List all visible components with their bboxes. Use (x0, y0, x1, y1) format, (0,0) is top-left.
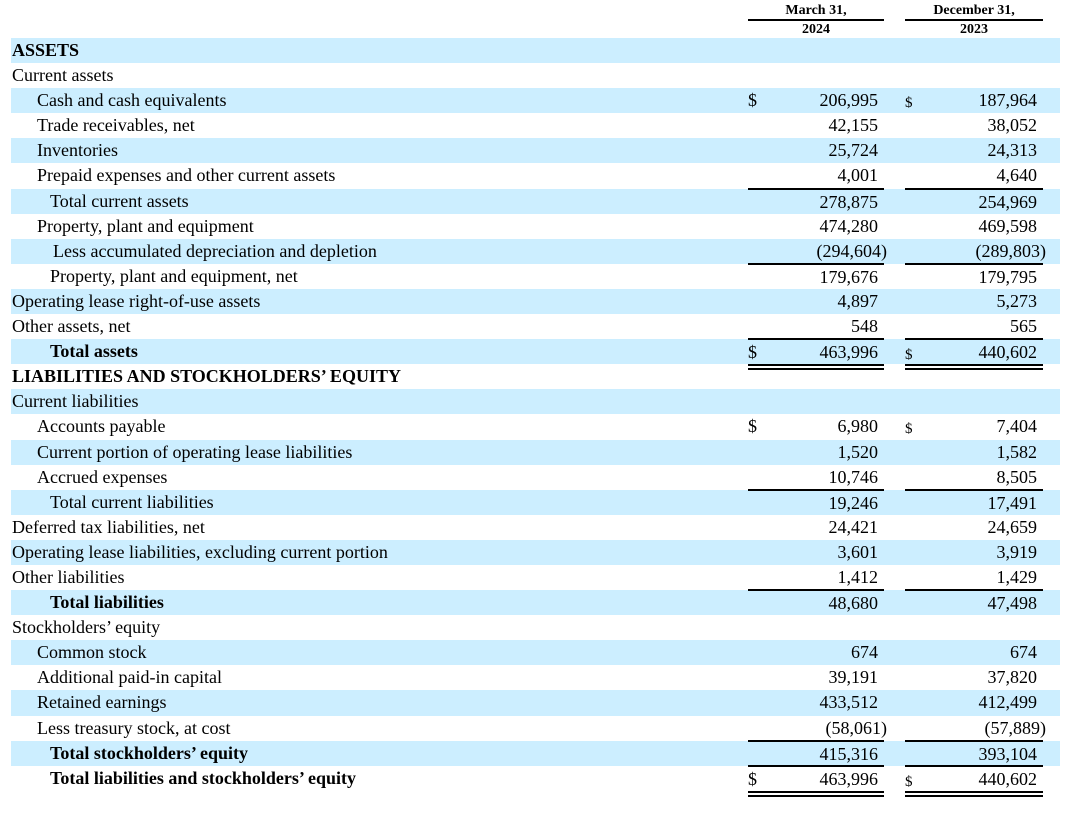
row-label: Additional paid-in capital (37, 667, 222, 688)
row-label: Accounts payable (37, 416, 166, 437)
table-row (11, 38, 1060, 63)
table-row (11, 590, 1060, 615)
table-row (11, 138, 1060, 163)
amount: 412,499 (978, 692, 1037, 713)
amount: 565 (1010, 316, 1037, 337)
row-label: ASSETS (12, 40, 80, 60)
amount: 415,316 (819, 743, 878, 764)
amount: 674 (1010, 642, 1037, 663)
amount: 440,602 (978, 768, 1037, 789)
column-header-march-2024 (748, 2, 884, 40)
table-row (11, 640, 1060, 665)
value-cell-2023 (905, 716, 1046, 741)
table-row (11, 339, 1060, 364)
amount: 278,875 (819, 191, 878, 212)
amount: 463,996 (819, 768, 878, 789)
row-label: LIABILITIES AND STOCKHOLDERS’ EQUITY (12, 366, 401, 387)
column-header-line1: March 31, (748, 2, 884, 21)
row-label: Less treasury stock, at cost (37, 717, 231, 738)
value-cell-2023 (905, 640, 1043, 665)
value-cell-2024 (748, 138, 884, 163)
row-label: Common stock (37, 642, 147, 663)
table-row (11, 615, 1060, 640)
amount: 17,491 (987, 492, 1037, 513)
row-label: Inventories (37, 140, 118, 161)
amount: 393,104 (978, 743, 1037, 764)
amount: 469,598 (978, 215, 1037, 236)
value-cell-2023 (905, 113, 1043, 138)
amount: 24,313 (987, 140, 1037, 161)
row-label: Total assets (50, 341, 138, 362)
amount: 1,520 (837, 441, 878, 462)
value-cell-2023 (905, 239, 1046, 264)
value-cell-2024 (748, 515, 884, 540)
row-label: Operating lease right-of-use assets (12, 290, 261, 311)
row-label: Prepaid expenses and other current assets (37, 165, 336, 186)
row-label: Current assets (12, 65, 114, 86)
table-row (11, 414, 1060, 439)
amount: 37,820 (987, 667, 1037, 688)
table-row (11, 690, 1060, 715)
value-cell-2023 (905, 665, 1043, 690)
amount: 1,429 (996, 566, 1037, 587)
value-cell-2023 (905, 88, 1043, 113)
value-cell-2023 (905, 515, 1043, 540)
row-label: Property, plant and equipment, net (50, 265, 298, 286)
table-row (11, 289, 1060, 314)
amount: 206,995 (819, 90, 878, 111)
value-cell-2023 (905, 414, 1043, 439)
value-cell-2024 (748, 414, 884, 439)
value-cell-2024 (748, 338, 884, 365)
value-cell-2024 (748, 239, 887, 264)
row-label: Total liabilities (50, 592, 164, 613)
table-row (11, 113, 1060, 138)
amount: 3,919 (996, 541, 1037, 562)
row-label: Trade receivables, net (37, 115, 195, 136)
amount: (289,803) (975, 240, 1046, 261)
value-cell-2024 (748, 263, 884, 290)
value-cell-2024 (748, 640, 884, 665)
row-label: Accrued expenses (37, 466, 168, 487)
amount: 674 (851, 642, 878, 663)
amount: 4,001 (837, 165, 878, 186)
amount: 48,680 (828, 593, 878, 614)
value-cell-2023 (905, 465, 1043, 490)
currency-symbol: $ (748, 90, 757, 111)
amount: 25,724 (828, 140, 878, 161)
value-cell-2024 (748, 440, 884, 465)
value-cell-2023 (905, 263, 1043, 290)
amount: 463,996 (819, 342, 878, 363)
table-row (11, 163, 1060, 188)
table-row (11, 440, 1060, 465)
amount: 4,897 (837, 290, 878, 311)
amount: 4,640 (996, 165, 1037, 186)
table-row (11, 665, 1060, 690)
value-cell-2023 (905, 589, 1043, 616)
amount: 38,052 (987, 115, 1037, 136)
table-row (11, 465, 1060, 490)
value-cell-2024 (748, 765, 884, 792)
value-cell-2023 (905, 765, 1043, 792)
row-label: Deferred tax liabilities, net (12, 516, 205, 537)
currency-symbol: $ (748, 342, 757, 363)
amount: 8,505 (996, 466, 1037, 487)
table-row (11, 716, 1060, 741)
currency-symbol: $ (748, 768, 757, 789)
value-cell-2024 (748, 489, 884, 516)
amount: 179,676 (819, 266, 878, 287)
row-label: Total current liabilities (50, 491, 214, 512)
amount: 24,659 (987, 516, 1037, 537)
amount: (294,604) (816, 240, 887, 261)
column-header-december-2023 (905, 2, 1043, 40)
amount: 3,601 (837, 541, 878, 562)
amount: 474,280 (819, 215, 878, 236)
value-cell-2023 (905, 690, 1043, 715)
value-cell-2024 (748, 716, 887, 741)
value-cell-2024 (748, 589, 884, 616)
value-cell-2024 (748, 565, 884, 590)
amount: 433,512 (819, 692, 878, 713)
row-label: Current liabilities (12, 391, 139, 412)
value-cell-2024 (748, 665, 884, 690)
currency-symbol: $ (905, 421, 913, 438)
amount: 19,246 (828, 492, 878, 513)
table-row (11, 515, 1060, 540)
amount: 1,412 (837, 566, 878, 587)
table-row (11, 314, 1060, 339)
value-cell-2024 (748, 188, 884, 215)
value-cell-2024 (748, 690, 884, 715)
row-label: Total stockholders’ equity (50, 742, 249, 763)
amount: 440,602 (978, 342, 1037, 363)
value-cell-2024 (748, 214, 884, 239)
value-cell-2023 (905, 489, 1043, 516)
amount: (57,889) (984, 717, 1046, 738)
value-cell-2023 (905, 440, 1043, 465)
column-header-line2: 2023 (905, 21, 1043, 40)
value-cell-2024 (748, 740, 884, 767)
row-label: Total current assets (50, 190, 189, 211)
value-cell-2023 (905, 214, 1043, 239)
value-cell-2024 (748, 540, 884, 565)
row-label: Operating lease liabilities, excluding current portion (12, 541, 388, 562)
table-row (11, 364, 1060, 389)
amount: 7,404 (996, 416, 1037, 437)
value-cell-2023 (905, 740, 1043, 767)
amount: 1,582 (996, 441, 1037, 462)
table-row (11, 490, 1060, 515)
value-cell-2024 (748, 113, 884, 138)
column-header-line1: December 31, (905, 2, 1043, 21)
amount: 10,746 (828, 466, 878, 487)
value-cell-2023 (905, 138, 1043, 163)
currency-symbol: $ (905, 347, 913, 364)
table-row (11, 565, 1060, 590)
table-row (11, 766, 1060, 791)
amount: 39,191 (828, 667, 878, 688)
table-row (11, 214, 1060, 239)
row-label: Total liabilities and stockholders’ equity (50, 767, 357, 788)
value-cell-2023 (905, 540, 1043, 565)
value-cell-2024 (748, 289, 884, 314)
value-cell-2023 (905, 163, 1043, 188)
currency-symbol: $ (905, 773, 913, 790)
table-row (11, 389, 1060, 414)
table-row (11, 63, 1060, 88)
table-row (11, 264, 1060, 289)
table-row (11, 741, 1060, 766)
value-cell-2023 (905, 314, 1043, 339)
value-cell-2024 (748, 314, 884, 339)
value-cell-2024 (748, 163, 884, 188)
row-label: Less accumulated depreciation and depletion (53, 240, 377, 261)
value-cell-2023 (905, 565, 1043, 590)
table-row (11, 239, 1060, 264)
value-cell-2024 (748, 465, 884, 490)
currency-symbol: $ (748, 416, 757, 437)
amount: 187,964 (978, 90, 1037, 111)
amount: 47,498 (987, 593, 1037, 614)
row-label: Retained earnings (37, 692, 167, 713)
table-row (11, 88, 1060, 113)
table-row (11, 189, 1060, 214)
amount: 5,273 (996, 290, 1037, 311)
row-label: Current portion of operating lease liabilities (37, 441, 353, 462)
balance-sheet-table (11, 38, 1060, 791)
amount: 42,155 (828, 115, 878, 136)
row-label: Stockholders’ equity (12, 617, 161, 638)
currency-symbol: $ (905, 95, 913, 112)
row-label: Other liabilities (12, 566, 125, 587)
row-label: Cash and cash equivalents (37, 90, 227, 111)
amount: 548 (851, 316, 878, 337)
row-label: Property, plant and equipment (37, 215, 254, 236)
row-label: Other assets, net (12, 316, 131, 337)
value-cell-2023 (905, 289, 1043, 314)
amount: 179,795 (978, 266, 1037, 287)
value-cell-2024 (748, 88, 884, 113)
column-header-line2: 2024 (748, 21, 884, 40)
value-cell-2023 (905, 338, 1043, 365)
value-cell-2023 (905, 188, 1043, 215)
amount: 24,421 (828, 516, 878, 537)
amount: 254,969 (978, 191, 1037, 212)
amount: (58,061) (825, 717, 887, 738)
amount: 6,980 (837, 416, 878, 437)
table-row (11, 540, 1060, 565)
